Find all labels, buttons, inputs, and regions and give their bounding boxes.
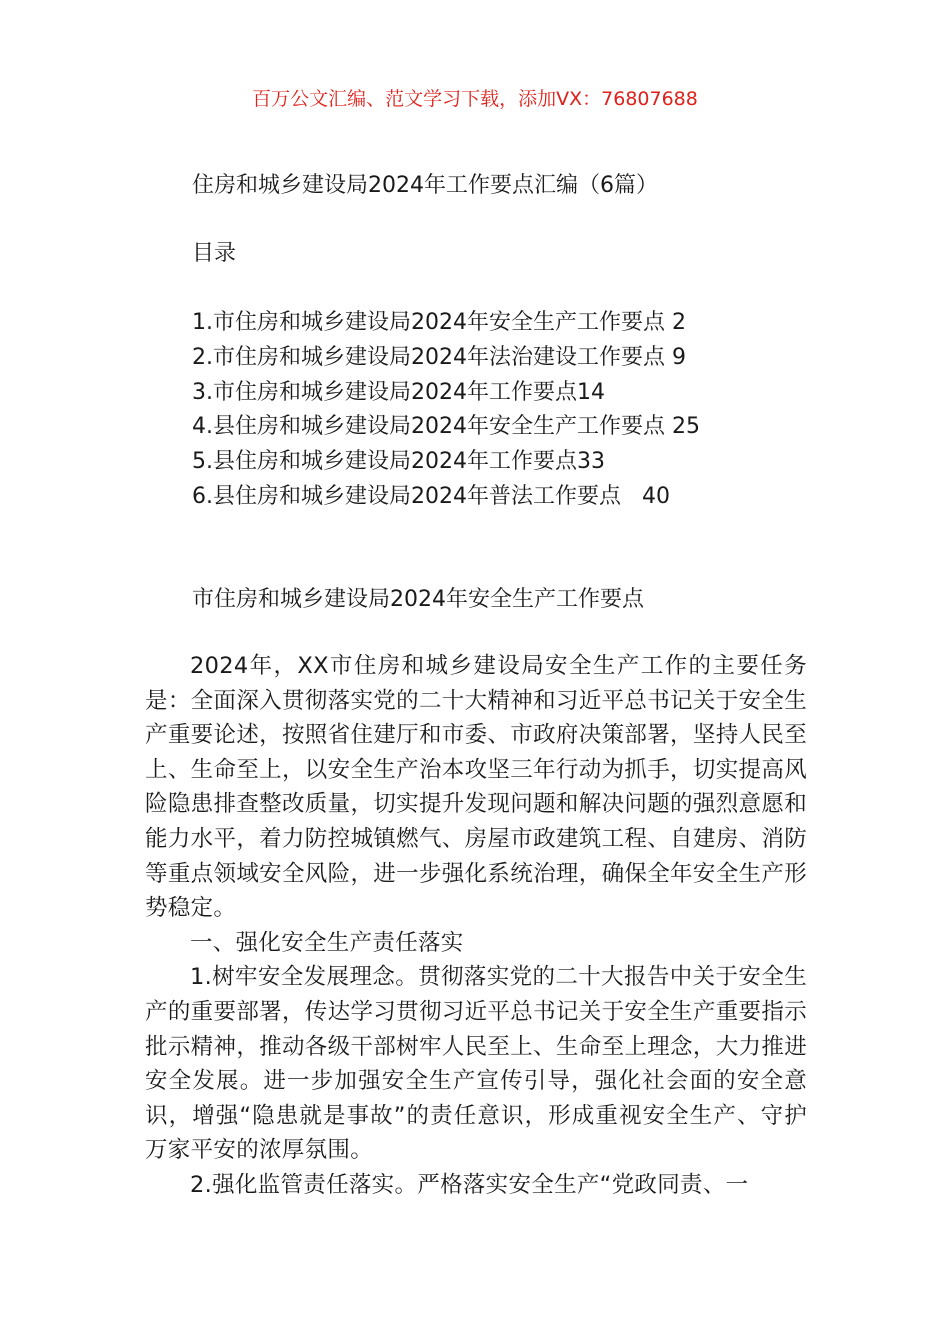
toc-item-6[interactable]: 6.县住房和城乡建设局2024年普法工作要点 40 (192, 483, 670, 509)
toc-item-3[interactable]: 3.市住房和城乡建设局2024年工作要点14 (192, 379, 605, 405)
section-title: 市住房和城乡建设局2024年安全生产工作要点 (192, 587, 644, 612)
toc-item-2[interactable]: 2.市住房和城乡建设局2024年法治建设工作要点 9 (192, 344, 686, 370)
intro-paragraph: 2024年，XX市住房和城乡建设局安全生产工作的主要任务是：全面深入贯彻落实党的二十大精神和习近平总书记关于安全生产重要论述，按照省住建厅和市委、市政府决策部署，坚持人民至上、生命至上，以安全生产治本攻坚三年行动为抓手，切实提高风险隐患排查整改质量，切实提升发现问题和解决问题的强烈意愿和能力水平，着力防控城镇燃气、房屋市政建筑工程、自建房、消防等重点领域安全风险，进一步强化系统治理，确保全年安全生产形势稳定。 (145, 653, 807, 922)
toc-item-4[interactable]: 4.县住房和城乡建设局2024年安全生产工作要点 25 (192, 414, 700, 440)
section-body (145, 649, 807, 1203)
table-of-contents (192, 306, 700, 515)
toc-item-1[interactable]: 1.市住房和城乡建设局2024年安全生产工作要点 2 (192, 310, 686, 335)
document-title: 住房和城乡建设局2024年工作要点汇编（6篇） (192, 173, 658, 198)
paragraph-1: 1.树牢安全发展理念。贯彻落实党的二十大报告中关于安全生产的重要部署，传达学习贯彻习近平总书记关于安全生产重要指示批示精神，推动各级干部树牢人民至上、生命至上理念，大力推进安全发展。进一步加强安全生产宣传引导，强化社会面的安全意识，增强“隐患就是事故”的责任意识，形成重视安全生产、守护万家平安的浓厚氛围。 (145, 964, 807, 1164)
toc-heading: 目录 (192, 241, 237, 266)
paragraph-2: 2.强化监管责任落实。严格落实安全生产“党政同责、一 (190, 1171, 749, 1198)
subheading-1: 一、强化安全生产责任落实 (190, 929, 464, 956)
download-notice: 百万公文汇编、范文学习下载，添加VX：76807688 (252, 88, 698, 110)
toc-item-5[interactable]: 5.县住房和城乡建设局2024年工作要点33 (192, 449, 605, 475)
